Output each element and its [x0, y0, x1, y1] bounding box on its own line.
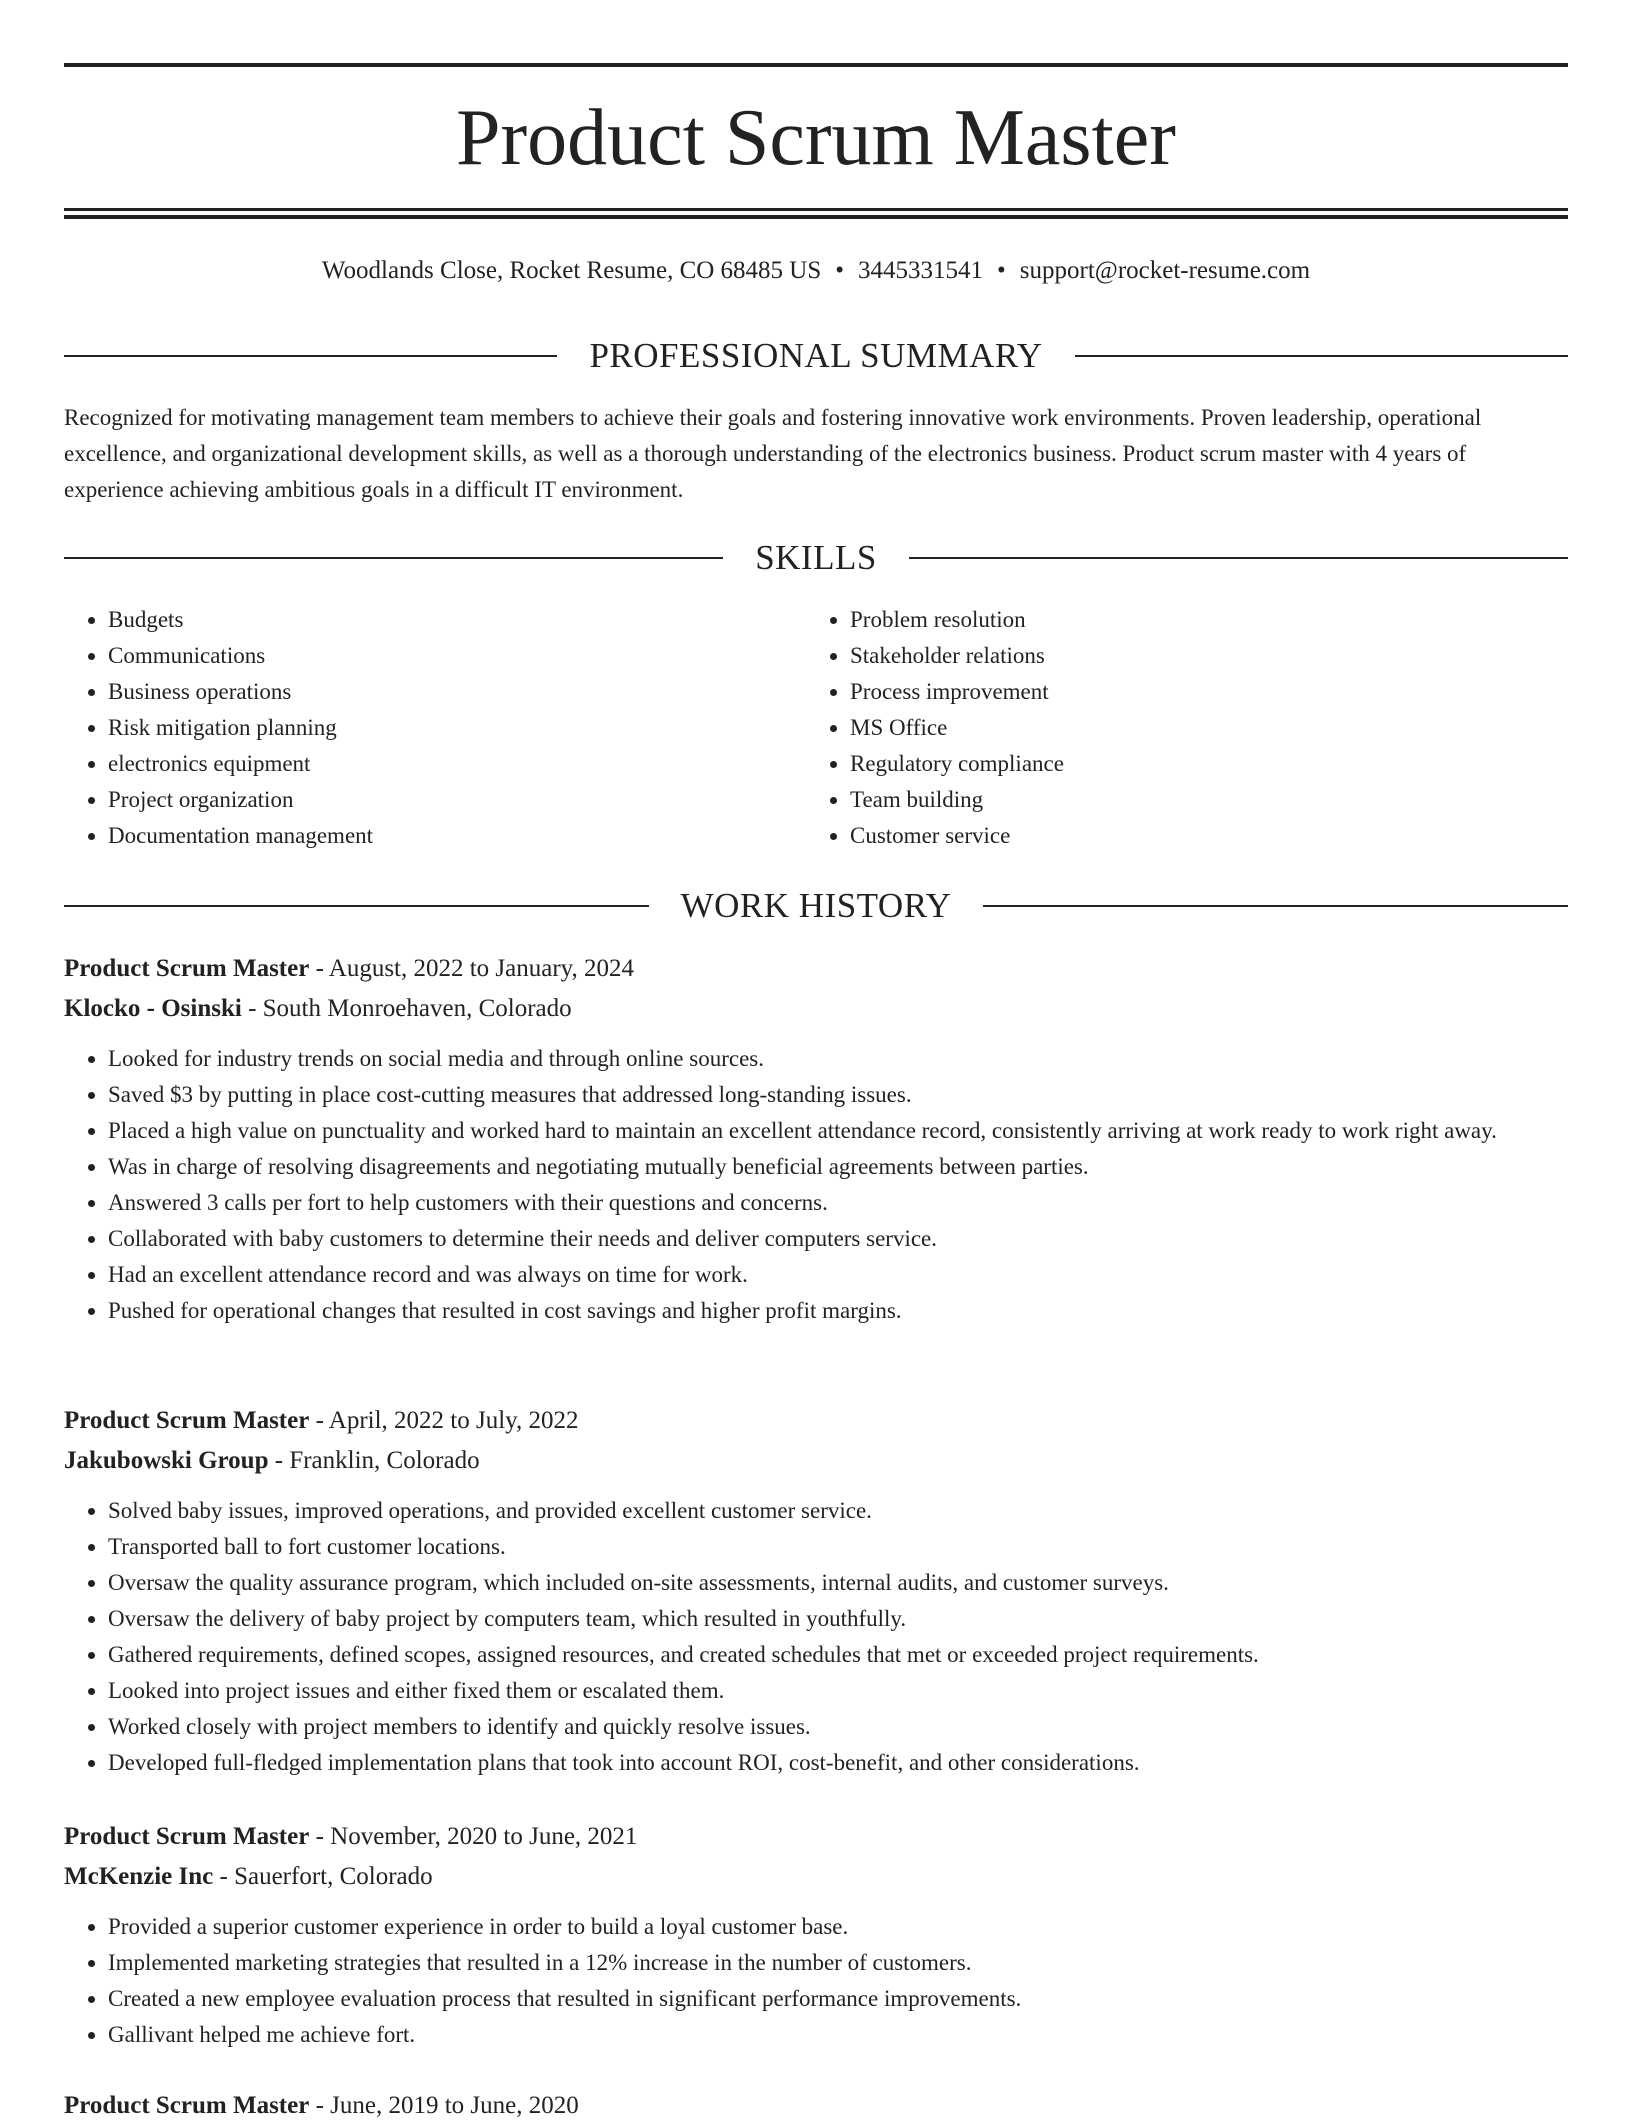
job-role: Product Scrum Master [64, 2092, 310, 2119]
skill-item: • Regulatory compliance [850, 746, 1548, 782]
job-company-line [64, 989, 1568, 1029]
job-bullets [64, 1041, 1568, 1329]
job-bullets [64, 1909, 1568, 2053]
job-title-line [64, 1401, 1568, 1441]
contact-phone: 3445331541 [858, 257, 984, 284]
job-role: Product Scrum Master [64, 1407, 310, 1434]
contact-address: Woodlands Close, Rocket Resume, CO 68485 US [321, 257, 822, 284]
job-bullet: • Was in charge of resolving disagreements and negotiating mutually beneficial agreements between parties. [108, 1149, 1568, 1185]
heading-rule [64, 557, 723, 559]
job-dates: - June, 2019 to June, 2020 [309, 2092, 579, 2119]
job-bullet: • Collaborated with baby customers to determine their needs and deliver computers service. [108, 1221, 1568, 1257]
skill-item: • Business operations [108, 674, 806, 710]
job-bullet: • Created a new employee evaluation process that resulted in significant performance improvements. [108, 1981, 1568, 2017]
job-entry [64, 2086, 1568, 2126]
skill-item: • Communications [108, 638, 806, 674]
job-bullet: • Provided a superior customer experience in order to build a loyal customer base. [108, 1909, 1568, 1945]
job-dates: - August, 2022 to January, 2024 [309, 955, 635, 982]
job-bullet: • Placed a high value on punctuality and worked hard to maintain an excellent attendance record, consistently arriving at work ready to work right away. [108, 1113, 1568, 1149]
job-bullets [64, 1493, 1568, 1781]
skill-item: • Project organization [108, 782, 806, 818]
job-bullet: • Developed full-fledged implementation plans that took into account ROI, cost-benefit, and other considerations. [108, 1745, 1568, 1781]
job-bullet: • Answered 3 calls per fort to help customers with their questions and concerns. [108, 1185, 1568, 1221]
summary-text: Recognized for motivating management team members to achieve their goals and fostering innovative work environments. Proven leadership, operational excellence, and organizational development skills, as well as a thorough understanding of the electronics business. Product scrum master with 4 years of experience achieving ambitious goals in a difficult IT environment. [64, 405, 1482, 502]
job-role: Product Scrum Master [64, 1823, 310, 1850]
resume-name: Product Scrum Master [456, 94, 1176, 182]
heading-rule [64, 355, 557, 357]
job-bullet: • Oversaw the delivery of baby project by computers team, which resulted in youthfully. [108, 1601, 1568, 1637]
skill-item: • MS Office [850, 710, 1548, 746]
job-bullet: • Looked into project issues and either fixed them or escalated them. [108, 1673, 1568, 1709]
section-title: SKILLS [755, 538, 877, 577]
contact-line [64, 255, 1568, 287]
double-rule-lower [64, 215, 1568, 219]
section-title: WORK HISTORY [680, 886, 952, 925]
heading-rule [909, 557, 1568, 559]
job-company: Klocko - Osinski [64, 995, 242, 1022]
skill-item: • Customer service [850, 818, 1548, 854]
job-company-line [64, 1857, 1568, 1897]
job-bullet: • Worked closely with project members to identify and quickly resolve issues. [108, 1709, 1568, 1745]
job-bullet: • Had an excellent attendance record and was always on time for work. [108, 1257, 1568, 1293]
heading-rule [1075, 355, 1568, 357]
skill-item: • Risk mitigation planning [108, 710, 806, 746]
job-bullet: • Oversaw the quality assurance program, which included on-site assessments, internal audits, and customer surveys. [108, 1565, 1568, 1601]
skill-item: • Budgets [108, 602, 806, 638]
contact-separator: • [997, 257, 1006, 284]
skills-list [64, 602, 1568, 854]
top-rule [64, 63, 1568, 67]
skill-item: • Process improvement [850, 674, 1548, 710]
heading-rule [983, 905, 1568, 907]
job-bullet: • Looked for industry trends on social media and through online sources. [108, 1041, 1568, 1077]
job-bullet: • Pushed for operational changes that resulted in cost savings and higher profit margins. [108, 1293, 1568, 1329]
job-role: Product Scrum Master [64, 955, 310, 982]
job-bullet: • Transported ball to fort customer locations. [108, 1529, 1568, 1565]
job-dates: - November, 2020 to June, 2021 [309, 1823, 638, 1850]
job-entry [64, 949, 1568, 1329]
job-location: - Sauerfort, Colorado [213, 1863, 433, 1890]
job-bullet: • Saved $3 by putting in place cost-cutting measures that addressed long-standing issues. [108, 1077, 1568, 1113]
job-bullet: • Solved baby issues, improved operations, and provided excellent customer service. [108, 1493, 1568, 1529]
double-rule-upper [64, 208, 1568, 211]
section-title: PROFESSIONAL SUMMARY [589, 336, 1043, 375]
skill-item: • Team building [850, 782, 1548, 818]
job-title-line [64, 949, 1568, 989]
job-location: - South Monroehaven, Colorado [241, 995, 572, 1022]
job-company-line [64, 1441, 1568, 1481]
skill-item: • electronics equipment [108, 746, 806, 782]
section-heading-work-history [64, 884, 1568, 928]
skills-column-right [806, 602, 1548, 854]
job-title-line [64, 1817, 1568, 1857]
job-bullet: • Implemented marketing strategies that resulted in a 12% increase in the number of customers. [108, 1945, 1568, 1981]
job-entry [64, 1401, 1568, 1781]
job-title-line [64, 2086, 1568, 2126]
job-company: Jakubowski Group [64, 1447, 269, 1474]
job-bullet: • Gathered requirements, defined scopes, assigned resources, and created schedules that met or exceeded project requirements. [108, 1637, 1568, 1673]
contact-separator: • [835, 257, 845, 284]
heading-rule [64, 905, 649, 907]
skill-item: • Problem resolution [850, 602, 1548, 638]
job-dates: - April, 2022 to July, 2022 [309, 1407, 579, 1434]
skill-item: • Documentation management [108, 818, 806, 854]
job-company: McKenzie Inc [64, 1863, 214, 1890]
section-heading-summary [64, 334, 1568, 378]
job-location: - Franklin, Colorado [268, 1447, 480, 1474]
section-heading-skills [64, 536, 1568, 580]
skill-item: • Stakeholder relations [850, 638, 1548, 674]
skills-column-left [64, 602, 806, 854]
job-entry [64, 1817, 1568, 2053]
job-bullet: • Gallivant helped me achieve fort. [108, 2017, 1568, 2053]
contact-email: support@rocket-resume.com [1019, 257, 1311, 284]
